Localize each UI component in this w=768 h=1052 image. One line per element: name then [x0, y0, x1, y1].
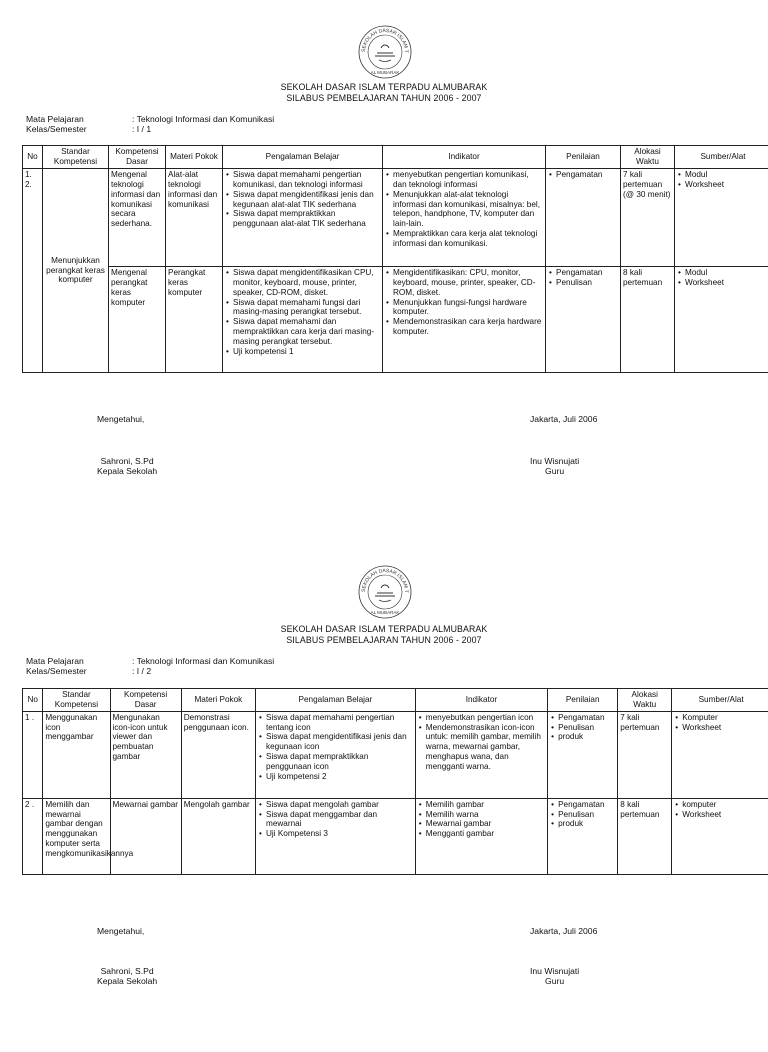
signature-kepala-name: [97, 966, 157, 987]
header-penilaian: Penilaian: [548, 689, 618, 712]
header-materi: Materi Pokok: [166, 146, 223, 169]
sumber-item: • Modul: [685, 268, 768, 278]
cell-penilaian: [548, 711, 618, 798]
cell-pengalaman: [256, 798, 416, 874]
penilaian-item: • Pengamatan: [556, 170, 618, 180]
cell-no: 1. 2.: [23, 169, 43, 373]
guru-name: Inu Wisnujati: [530, 456, 579, 466]
school-name: SEKOLAH DASAR ISLAM TERPADU ALMUBARAK: [0, 82, 768, 93]
syllabus-table: [22, 145, 768, 373]
header-standar: Standar Kompetensi: [43, 689, 110, 712]
signature-kepala: [97, 414, 144, 424]
table-header-row: [23, 146, 768, 169]
mengetahui-label: Mengetahui,: [97, 926, 144, 936]
header-sumber: Sumber/Alat: [672, 689, 768, 712]
penilaian-item: • produk: [558, 819, 615, 829]
school-name: SEKOLAH DASAR ISLAM TERPADU ALMUBARAK: [0, 624, 768, 635]
header-sumber: Sumber/Alat: [675, 146, 768, 169]
sumber-item: • Worksheet: [685, 278, 768, 288]
pengalaman-item: • Siswa dapat memahami dan mempraktikkan cara kerja dari masing-masing perangkat tersebut.: [233, 317, 380, 347]
subject-info: [26, 114, 274, 134]
document-heading: [0, 624, 768, 646]
syllabus-table: [22, 688, 768, 875]
header-materi: Materi Pokok: [181, 689, 255, 712]
kepala-title: Kepala Sekolah: [97, 976, 157, 986]
sumber-item: • Worksheet: [682, 723, 768, 733]
penilaian-item: • Penulisan: [558, 810, 615, 820]
penilaian-item: • Penulisan: [558, 723, 615, 733]
kelas-label: Kelas/Semester: [26, 124, 132, 134]
guru-name: Inu Wisnujati: [530, 966, 579, 976]
cell-alokasi: 8 kali pertemuan: [618, 798, 672, 874]
kepala-name: Sahroni, S.Pd: [97, 456, 157, 466]
signature-place-date: [530, 414, 597, 424]
cell-kompetensi: Mengenal teknologi informasi dan komunikasi secara sederhana.: [109, 169, 166, 267]
table-row: [23, 267, 768, 373]
indikator-item: • Mewarnai gambar: [426, 819, 545, 829]
cell-materi: Alat-alat teknologi informasi dan komunikasi: [166, 169, 223, 267]
document-heading: [0, 82, 768, 104]
indikator-item: • Memilih warna: [426, 810, 545, 820]
header-pengalaman: Pengalaman Belajar: [256, 689, 416, 712]
school-logo-icon: [357, 24, 413, 80]
sumber-item: • Worksheet: [685, 180, 768, 190]
indikator-item: • Menunjukkan fungsi-fungsi hardware komputer.: [393, 298, 543, 318]
pengalaman-item: • Siswa dapat mengolah gambar: [266, 800, 413, 810]
kepala-title: Kepala Sekolah: [97, 466, 157, 476]
cell-sumber: [675, 267, 768, 373]
penilaian-item: • Pengamatan: [558, 800, 615, 810]
school-logo-icon: [357, 564, 413, 620]
kelas-value: : I / 1: [132, 124, 151, 134]
indikator-item: • Menunjukkan alat-alat teknologi informasi dan komunikasi, misalnya: bel, telepon, handphone, TV, komputer dan lain-lain.: [393, 190, 543, 229]
kepala-name: Sahroni, S.Pd: [97, 966, 157, 976]
cell-materi: Perangkat keras komputer: [166, 267, 223, 373]
pengalaman-item: • Siswa dapat mempraktikkan penggunaan icon: [266, 752, 413, 772]
header-alokasi: Alokasi Waktu: [621, 146, 675, 169]
mapel-value: : Teknologi Informasi dan Komunikasi: [132, 114, 274, 124]
guru-title: Guru: [530, 976, 579, 986]
syllabus-page-2: [0, 540, 768, 1052]
guru-title: Guru: [530, 466, 579, 476]
sumber-item: • Modul: [685, 170, 768, 180]
header-alokasi: Alokasi Waktu: [618, 689, 672, 712]
sumber-item: • Worksheet: [682, 810, 768, 820]
cell-alokasi: 7 kali pertemuan: [618, 711, 672, 798]
cell-kompetensi: Mewarnai gambar: [110, 798, 181, 874]
cell-kompetensi: Mengenal perangkat keras komputer: [109, 267, 166, 373]
header-standar: Standar Kompetensi: [43, 146, 109, 169]
signature-place-date: [530, 926, 597, 936]
header-no: No: [23, 146, 43, 169]
header-no: No: [23, 689, 43, 712]
syllabus-page-1: [0, 0, 768, 512]
header-kompetensi: Kompetensi Dasar: [109, 146, 166, 169]
cell-penilaian: [546, 267, 621, 373]
cell-standar: Memilih dan mewarnai gambar dengan menggunakan komputer serta mengkomunikasikannya: [43, 798, 110, 874]
cell-kompetensi: Mengunakan icon-icon untuk viewer dan pembuatan gambar: [110, 711, 181, 798]
pengalaman-item: • Siswa dapat mengidentifikasi jenis dan kegunaan icon: [266, 732, 413, 752]
indikator-item: • Mendemonstrasikan cara kerja hardware komputer.: [393, 317, 543, 337]
subject-info: [26, 656, 274, 676]
cell-pengalaman: [223, 169, 383, 267]
cell-indikator: [383, 169, 546, 267]
indikator-item: • Memilih gambar: [426, 800, 545, 810]
pengalaman-item: • Siswa dapat memahami pengertian tentang icon: [266, 713, 413, 733]
header-pengalaman: Pengalaman Belajar: [223, 146, 383, 169]
sumber-item: • komputer: [682, 800, 768, 810]
cell-pengalaman: [256, 711, 416, 798]
header-indikator: Indikator: [415, 689, 547, 712]
pengalaman-item: • Siswa dapat mengidentifikasikan CPU, monitor, keyboard, mouse, printer, speaker, CD-ROM, disket.: [233, 268, 380, 298]
cell-penilaian: [548, 798, 618, 874]
pengalaman-item: • Uji kompetensi 2: [266, 772, 413, 782]
kelas-label: Kelas/Semester: [26, 666, 132, 676]
indikator-item: • menyebutkan pengertian icon: [426, 713, 545, 723]
cell-standar: Menunjukkan perangkat keras komputer: [43, 169, 109, 373]
table-row: [23, 711, 768, 798]
cell-materi: Demonstrasi penggunaan icon.: [181, 711, 255, 798]
place-date: Jakarta, Juli 2006: [530, 926, 597, 936]
penilaian-item: • Penulisan: [556, 278, 618, 288]
pengalaman-item: • Uji kompetensi 1: [233, 347, 380, 357]
indikator-item: • Mendemonstrasikan icon-icon untuk: memilih gambar, memilih warna, mewarnai gambar, menghapus wana, dan mengganti warna.: [426, 723, 545, 772]
cell-indikator: [415, 711, 547, 798]
penilaian-item: • Pengamatan: [558, 713, 615, 723]
indikator-item: • menyebutkan pengertian komunikasi, dan teknologi informasi: [393, 170, 543, 190]
mapel-label: Mata Pelajaran: [26, 656, 132, 666]
pengalaman-item: • Siswa dapat mengidentifikasi jenis dan kegunaan alat-alat TIK sederhana: [233, 190, 380, 210]
signature-guru-name: [530, 456, 579, 477]
indikator-item: • Mengganti gambar: [426, 829, 545, 839]
pengalaman-item: • Siswa dapat memahami fungsi dari masing-masing perangkat tersebut.: [233, 298, 380, 318]
sumber-item: • Komputer: [682, 713, 768, 723]
indikator-item: • Mempraktikkan cara kerja alat teknologi informasi dan komunikasi.: [393, 229, 543, 249]
cell-alokasi: 8 kali pertemuan: [621, 267, 675, 373]
pengalaman-item: • Uji Kompetensi 3: [266, 829, 413, 839]
header-indikator: Indikator: [383, 146, 546, 169]
cell-materi: Mengolah gambar: [181, 798, 255, 874]
table-row: [23, 169, 768, 267]
mapel-value: : Teknologi Informasi dan Komunikasi: [132, 656, 274, 666]
svg-text:AL MUBARAK: AL MUBARAK: [371, 70, 400, 75]
signature-kepala: [97, 926, 144, 936]
cell-sumber: [672, 711, 768, 798]
cell-alokasi: 7 kali pertemuan (@ 30 menit): [621, 169, 675, 267]
cell-pengalaman: [223, 267, 383, 373]
signature-guru-name: [530, 966, 579, 987]
cell-sumber: [672, 798, 768, 874]
svg-text:SEKOLAH DASAR ISLAM TERPADU: SEKOLAH DASAR ISLAM T: [357, 564, 409, 593]
kelas-value: : I / 2: [132, 666, 151, 676]
pengalaman-item: • Siswa dapat mempraktikkan penggunaan alat-alat TIK sederhana: [233, 209, 380, 229]
syllabus-title: SILABUS PEMBELAJARAN TAHUN 2006 - 2007: [0, 93, 768, 104]
signature-kepala-name: [97, 456, 157, 477]
indikator-item: • Mengidentifikasikan: CPU, monitor, keyboard, mouse, printer, speaker, CD-ROM, disket.: [393, 268, 543, 298]
penilaian-item: • Pengamatan: [556, 268, 618, 278]
cell-no: 1 .: [23, 711, 43, 798]
penilaian-item: • produk: [558, 732, 615, 742]
place-date: Jakarta, Juli 2006: [530, 414, 597, 424]
header-penilaian: Penilaian: [546, 146, 621, 169]
cell-no: 2 .: [23, 798, 43, 874]
mengetahui-label: Mengetahui,: [97, 414, 144, 424]
svg-text:AL MUBARAK: AL MUBARAK: [371, 610, 400, 615]
pengalaman-item: • Siswa dapat memahami pengertian komunikasi, dan teknologi informasi: [233, 170, 380, 190]
mapel-label: Mata Pelajaran: [26, 114, 132, 124]
svg-text:SEKOLAH DASAR ISLAM TERPADU: SEKOLAH DASAR ISLAM T: [357, 24, 409, 53]
cell-standar: Menggunakan icon menggambar: [43, 711, 110, 798]
header-kompetensi: Kompetensi Dasar: [110, 689, 181, 712]
cell-penilaian: [546, 169, 621, 267]
table-row: [23, 798, 768, 874]
syllabus-title: SILABUS PEMBELAJARAN TAHUN 2006 - 2007: [0, 635, 768, 646]
cell-indikator: [383, 267, 546, 373]
pengalaman-item: • Siswa dapat menggambar dan mewarnai: [266, 810, 413, 830]
cell-sumber: [675, 169, 768, 267]
cell-indikator: [415, 798, 547, 874]
table-header-row: [23, 689, 768, 712]
